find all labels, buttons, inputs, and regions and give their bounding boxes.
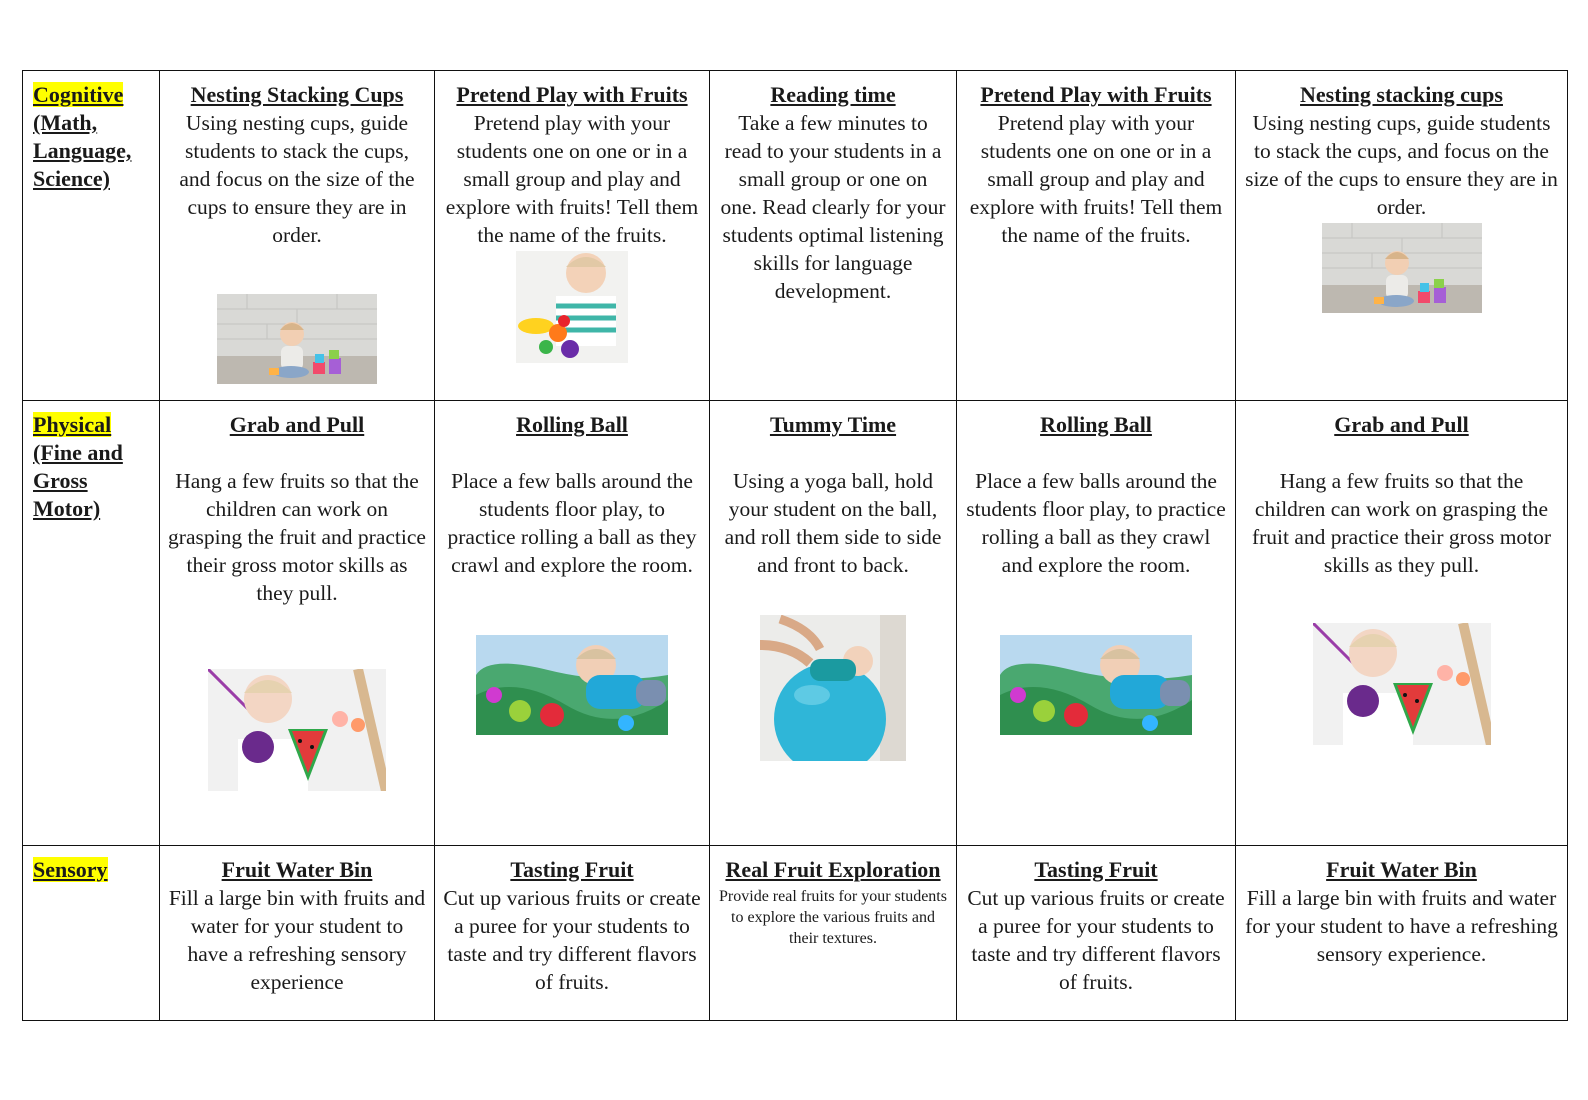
activity-cell xyxy=(957,401,1236,846)
activity-title: Rolling Ball xyxy=(1040,412,1152,437)
activity-cell xyxy=(160,401,435,846)
category-sublabel: Science) xyxy=(33,166,110,191)
activity-cell xyxy=(957,71,1236,401)
activity-title: Fruit Water Bin xyxy=(1326,857,1477,882)
activity-title: Pretend Play with Fruits xyxy=(980,82,1212,107)
baby-stacking-cups-photo xyxy=(217,294,377,384)
baby-grabbing-hanging-fruits-photo xyxy=(1313,623,1491,745)
category-sublabel: (Fine and xyxy=(33,440,123,465)
activity-title: Nesting stacking cups xyxy=(1300,82,1503,107)
activity-cell xyxy=(1236,846,1568,1021)
row-physical xyxy=(23,401,1568,846)
activity-description: Pretend play with your students one on one or in a small group and play and explore with fruits! Tell them the name of the fruits. xyxy=(969,111,1223,247)
activity-cell xyxy=(435,71,710,401)
activity-title: Grab and Pull xyxy=(229,412,365,437)
weekly-activity-table xyxy=(22,70,1568,1021)
row-cognitive xyxy=(23,71,1568,401)
category-sublabel: Motor) xyxy=(33,496,101,521)
activity-cell xyxy=(160,846,435,1021)
activity-cell xyxy=(957,846,1236,1021)
baby-crawling-with-balls-photo xyxy=(476,635,668,735)
activity-title: Rolling Ball xyxy=(516,412,628,437)
activity-title: Pretend Play with Fruits xyxy=(456,82,688,107)
activity-description: Hang a few fruits so that the children can work on grasping the fruit and practice their gross motor skills as they pull. xyxy=(1251,469,1552,577)
activity-title: Tummy Time xyxy=(769,412,897,437)
activity-description: Fill a large bin with fruits and water for your student to have a refreshing sensory experience. xyxy=(1245,886,1558,966)
baby-grabbing-hanging-fruits-photo xyxy=(208,669,386,791)
category-cell-cognitive xyxy=(23,71,160,401)
baby-crawling-with-balls-photo xyxy=(1000,635,1192,735)
activity-cell xyxy=(710,71,957,401)
activity-description: Take a few minutes to read to your students in a small group or one on one. Read clearly for your students optimal listening skills for language development. xyxy=(720,111,946,303)
baby-on-yoga-ball-photo xyxy=(760,615,906,761)
row-sensory xyxy=(23,846,1568,1021)
activity-title: Tasting Fruit xyxy=(1034,857,1158,882)
activity-description: Fill a large bin with fruits and water for your student to have a refreshing sensory experience xyxy=(168,886,426,994)
activity-description: Using nesting cups, guide students to stack the cups, and focus on the size of the cups to ensure they are in order. xyxy=(179,111,415,247)
activity-title: Nesting Stacking Cups xyxy=(190,82,404,107)
category-sublabel: (Math, xyxy=(33,110,98,135)
activity-cell xyxy=(710,846,957,1021)
activity-description: Hang a few fruits so that the children can work on grasping the fruit and practice their gross motor skills as they pull. xyxy=(168,469,426,605)
activity-title: Grab and Pull xyxy=(1334,412,1469,437)
category-label: Cognitive xyxy=(33,82,124,107)
category-label: Sensory xyxy=(33,857,108,882)
activity-description: Using a yoga ball, hold your student on the ball, and roll them side to side and front to back. xyxy=(724,469,942,577)
category-sublabel: Gross xyxy=(33,468,88,493)
activity-description: Place a few balls around the students floor play, to practice rolling a ball as they crawl and explore the room. xyxy=(966,469,1226,577)
activity-cell xyxy=(435,401,710,846)
activity-description: Cut up various fruits or create a puree for your students to taste and try different flavors of fruits. xyxy=(443,886,701,994)
activity-description: Pretend play with your students one on one or in a small group and play and explore with fruits! Tell them the name of the fruits. xyxy=(445,111,699,247)
activity-description: Cut up various fruits or create a puree for your students to taste and try different flavors of fruits. xyxy=(967,886,1225,994)
activity-cell xyxy=(1236,71,1568,401)
activity-cell xyxy=(160,71,435,401)
baby-playing-with-toy-fruits-photo xyxy=(516,251,628,363)
activity-description: Using nesting cups, guide students to stack the cups, and focus on the size of the cups to ensure they are in order. xyxy=(1245,111,1558,219)
activity-description: Provide real fruits for your students to explore the various fruits and their textures. xyxy=(719,888,947,947)
category-cell-sensory xyxy=(23,846,160,1021)
category-label: Physical xyxy=(33,412,112,437)
category-sublabel: Language, xyxy=(33,138,132,163)
activity-title: Real Fruit Exploration xyxy=(725,857,941,882)
activity-cell xyxy=(435,846,710,1021)
activity-cell xyxy=(1236,401,1568,846)
activity-title: Reading time xyxy=(770,82,896,107)
category-cell-physical xyxy=(23,401,160,846)
activity-cell xyxy=(710,401,957,846)
activity-title: Fruit Water Bin xyxy=(221,857,373,882)
activity-description: Place a few balls around the students floor play, to practice rolling a ball as they crawl and explore the room. xyxy=(447,469,697,577)
baby-stacking-cups-photo xyxy=(1322,223,1482,313)
activity-title: Tasting Fruit xyxy=(510,857,634,882)
